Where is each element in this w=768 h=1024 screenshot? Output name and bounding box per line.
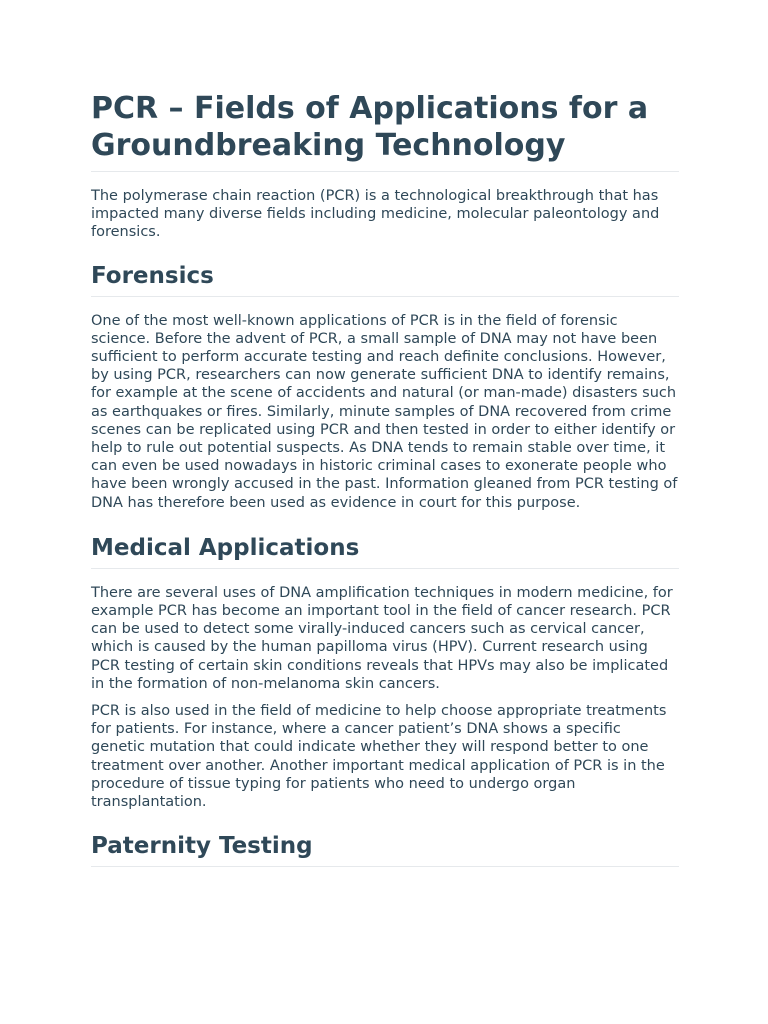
section-paragraph-forensics: One of the most well-known applications of PCR is in the field of forensic science. Before the advent of PCR, a small sample of DNA may not have been sufficient to perform accurate testing and reach definite conclusions. However, by using PCR, researchers can now generate sufficient DNA to identify remains, for example at the scene of accidents and natural (or man-made) disasters such as earthquakes or fires. Similarly, minute samples of DNA recovered from crime scenes can be replicated using PCR and then tested in order to either identify or help to rule out potential suspects. As DNA tends to remain stable over time, it can even be used nowadays in historic criminal cases to exonerate people who have been wrongly accused in the past. Information gleaned from PCR testing of DNA has therefore been used as evidence in court for this purpose. [91, 312, 678, 511]
article-intro: The polymerase chain reaction (PCR) is a technological breakthrough that has impacted many diverse fields including medicine, molecular paleontology and forensics. [91, 188, 660, 241]
section-heading-medical-applications: Medical Applications [91, 534, 679, 569]
section-paragraph-medical-1: There are several uses of DNA amplification techniques in modern medicine, for example PCR has become an important tool in the field of cancer research. PCR can be used to detect some virally-induced cancers such as cervical cancer, which is caused by the human papilloma virus (HPV). Current research using PCR testing of certain skin conditions reveals that HPVs may also be implicated in the formation of non-melanoma skin cancers. [91, 584, 673, 692]
section-heading-forensics: Forensics [91, 262, 679, 297]
article [91, 90, 679, 867]
section-heading-paternity-testing: Paternity Testing [91, 832, 679, 867]
section-paragraph-medical-2: PCR is also used in the field of medicine to help choose appropriate treatments for patients. For instance, where a cancer patient’s DNA shows a specific genetic mutation that could indicate whether they will respond better to one treatment over another. Another important medical application of PCR is in the procedure of tissue typing for patients who need to undergo organ transplantation. [91, 703, 667, 811]
article-title: PCR – Fields of Applications for a Groundbreaking Technology [91, 90, 679, 172]
